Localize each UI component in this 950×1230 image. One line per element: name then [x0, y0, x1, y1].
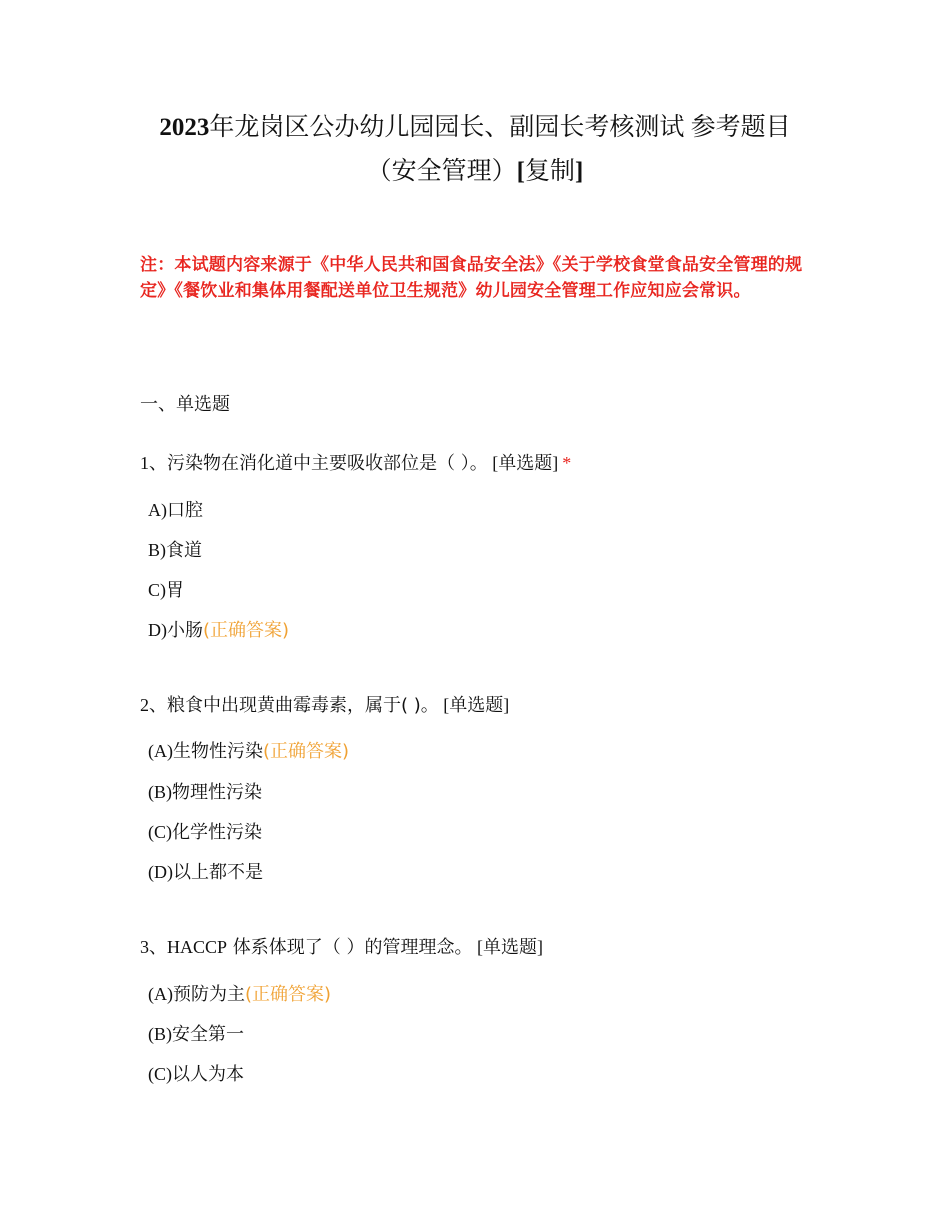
question-number: 2: [140, 695, 149, 715]
question-number: 3: [140, 937, 149, 957]
option-text: 安全第一: [172, 1024, 244, 1045]
title-line-2: [120, 150, 830, 194]
title-line-1: [120, 106, 830, 150]
option-1a[interactable]: [148, 497, 203, 524]
title-subtitle: （安全管理）: [366, 158, 517, 185]
question-text-latin: HACCP: [167, 937, 228, 957]
option-prefix: (B): [148, 1024, 172, 1044]
option-prefix: B): [148, 540, 166, 560]
correct-answer-label: (正确答案): [245, 984, 332, 1005]
question-type: [单选题]: [476, 937, 543, 957]
question-type: [单选题]: [492, 453, 559, 473]
correct-answer-label: (正确答案): [263, 741, 350, 762]
option-prefix: (C): [148, 1064, 172, 1084]
option-text: 化学性污染: [172, 822, 262, 843]
option-1d[interactable]: [148, 617, 289, 644]
option-prefix: A): [148, 500, 167, 520]
question-text-prefix: 、: [149, 937, 167, 958]
option-2a[interactable]: [148, 738, 349, 765]
option-3c[interactable]: [148, 1061, 244, 1088]
option-prefix: (D): [148, 862, 173, 882]
required-mark: *: [562, 453, 572, 473]
copy-bracket-open: [: [516, 158, 525, 185]
option-text: 预防为主: [173, 984, 245, 1005]
title-year: 2023: [159, 114, 210, 141]
question-type: [单选题]: [443, 695, 510, 715]
option-text: 生物性污染: [173, 741, 263, 762]
question-3: [140, 934, 543, 961]
question-2: [140, 692, 509, 719]
option-2c[interactable]: [148, 819, 262, 846]
option-1c[interactable]: [148, 577, 184, 604]
option-text: 口腔: [167, 500, 203, 521]
correct-answer-label: (正确答案): [203, 620, 290, 641]
title-text: 年龙岗区公办幼儿园园长、副园长考核测试 参考题目: [209, 114, 791, 141]
option-2b[interactable]: [148, 779, 262, 806]
option-text: 物理性污染: [172, 782, 262, 803]
option-prefix: (C): [148, 822, 172, 842]
question-text: 、污染物在消化道中主要吸收部位是（ ）。: [149, 453, 488, 474]
question-text: 体系体现了（ ）的管理理念。: [227, 937, 473, 958]
option-text: 以上都不是: [173, 862, 263, 883]
source-note: 注：本试题内容来源于《中华人民共和国食品安全法》《关于学校食堂食品安全管理的规定》《餐饮业和集体用餐配送单位卫生规范》幼儿园安全管理工作应知应会常识。: [140, 255, 803, 301]
page-title: [120, 106, 830, 194]
question-number: 1: [140, 453, 149, 473]
option-prefix: (B): [148, 782, 172, 802]
option-prefix: (A): [148, 984, 173, 1004]
option-prefix: D): [148, 620, 167, 640]
section-title: 一、单选题: [140, 394, 230, 415]
option-1b[interactable]: [148, 537, 202, 564]
option-prefix: (A): [148, 741, 173, 761]
option-3b[interactable]: [148, 1021, 244, 1048]
option-3a[interactable]: [148, 981, 331, 1008]
question-1: [140, 450, 571, 477]
question-text: 、粮食中出现黄曲霉毒素，属于( )。: [149, 695, 439, 716]
option-2d[interactable]: [148, 859, 263, 886]
copy-label[interactable]: 复制: [525, 158, 576, 185]
option-text: 以人为本: [172, 1064, 244, 1085]
option-prefix: C): [148, 580, 166, 600]
option-text: 胃: [166, 580, 184, 601]
copy-bracket-close: ]: [575, 158, 584, 185]
option-text: 食道: [166, 540, 202, 561]
option-text: 小肠: [167, 620, 203, 641]
